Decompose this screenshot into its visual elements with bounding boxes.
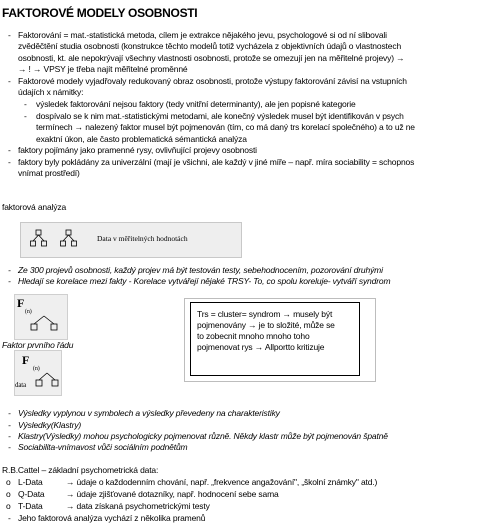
italic-line: Klastry(Výsledky) mohou psychologicky pojmenovat různě. Někdy klastr může být pojmenován špatně (18, 431, 388, 441)
circle-bullet: o (6, 501, 11, 511)
bullet-marker: - (8, 408, 11, 418)
data-diagram-box (20, 222, 242, 258)
trs-line: to zobecnit mnoho mnoho toho (197, 331, 310, 341)
cattel-desc: → údaje o každodenním chování, např. „frekvence angažování", „školní známky" atd.) (66, 477, 378, 487)
italic-line: Ze 300 projevů osobnosti, každý projev má být testován testy, sebehodnocením, pozorování druhými (18, 265, 383, 275)
cattel-term: Q-Data (18, 489, 45, 499)
bullet-marker: - (8, 76, 11, 86)
n-symbol: (n) (33, 366, 40, 372)
tree-icon (29, 229, 89, 251)
paragraph-line: exaktní úkon, ale často problematická sémantická analýza (36, 134, 247, 144)
bullet-marker: - (8, 145, 11, 155)
cattel-heading: R.B.Cattel – základní psychometrická data: (2, 465, 159, 475)
tree-icon (29, 315, 59, 335)
paragraph-line: údajích x námitky: (18, 87, 84, 97)
section-label: faktorová analýza (2, 202, 67, 212)
n-symbol: (n) (25, 309, 32, 315)
factor-diagram-box (14, 294, 68, 340)
paragraph-line: vnímat prostředí) (18, 168, 80, 178)
faktor-label: Faktor prvního řádu (2, 340, 74, 350)
tree-icon (35, 372, 59, 390)
bullet-marker: - (8, 157, 11, 167)
paragraph-line: → ! → VPSY je třeba najít měřitelné proměnné (18, 64, 188, 74)
data-label: data (15, 381, 27, 389)
box-label: Data v měřitelných hodnotách (97, 234, 188, 243)
f-symbol: F (17, 296, 25, 310)
paragraph-line: dospívalo se k nim mat.-statistickými metodami, ale konečný výsledek musel být identifikován v psych (36, 111, 404, 121)
bullet-marker: - (8, 442, 11, 452)
bullet-marker: - (8, 513, 11, 523)
page-title: FAKTOROVÉ MODELY OSOBNOSTI (2, 6, 198, 20)
paragraph-line: faktory pojímány jako pramenné rysy, ovlivňující projevy osobnosti (18, 145, 257, 155)
circle-bullet: o (6, 489, 11, 499)
data-factor-diagram-box (14, 350, 62, 396)
trs-line: Trs = cluster= syndrom → musely být (197, 309, 333, 319)
f-symbol: F (22, 353, 30, 367)
italic-line: Výsledky(Klastry) (18, 420, 82, 430)
cattel-desc: → údaje zjišťované dotazníky, např. hodnocení sebe sama (66, 489, 279, 499)
paragraph-line: termínech → nalezený faktor musel být pojmenován (tím, co má daný trs korelací společného) a to už ne (36, 122, 415, 132)
paragraph-line: osobnosti, kt. ale nepokrývají všechny vlastnosti osobnosti, protože se omezují jen na měřitelné projevy) → (18, 53, 405, 63)
trs-textbox (190, 302, 360, 376)
bullet-marker: - (24, 99, 27, 109)
bullet-marker: - (8, 420, 11, 430)
circle-bullet: o (6, 477, 11, 487)
paragraph-line: výsledek faktorování nejsou faktory (tedy vnitřní determinanty), ale jen popisné kategorie (36, 99, 356, 109)
paragraph-line: Faktorové modely vyjadřovaly redukovaný obraz osobnosti, protože výstupy faktorování závisí na vstupních (18, 76, 407, 86)
trs-line: pojmenovat rys → Allportto kritizuje (197, 342, 325, 352)
paragraph-line: Jeho faktorová analýza vychází z několika pramenů (18, 513, 206, 523)
bullet-marker: - (24, 111, 27, 121)
trs-line: pojmenovány → je to složité, může se (197, 320, 335, 330)
italic-line: Hledají se korelace mezi fakty - Korelace vytvářejí nějaké TRSY- To, co spolu koreluje- vytváří syndrom (18, 276, 391, 286)
bullet-marker: - (8, 276, 11, 286)
bullet-marker: - (8, 431, 11, 441)
cattel-term: T-Data (18, 501, 43, 511)
paragraph-line: zvěděčtění studia osobnosti (konstrukce těchto modelů totiž vycházela z objektivních údajů o vlastnostech (18, 41, 402, 51)
cattel-term: L-Data (18, 477, 43, 487)
paragraph-line: faktory byly pokládány za univerzální (mají je všichni, ale každý v jiné míře – např. míra sociability = schopnos (18, 157, 415, 167)
cattel-desc: → data získaná psychometrickými testy (66, 501, 210, 511)
bullet-marker: - (8, 30, 11, 40)
paragraph-line: Faktorování = mat.-statistická metoda, cílem je extrakce nějakého jevu, psychologové si od ní slibovali (18, 30, 387, 40)
italic-line: Výsledky vyplynou v symbolech a výsledky převedeny na charakteristiky (18, 408, 280, 418)
italic-line: Sociabilita-vnímavost vůči sociálním podnětům (18, 442, 188, 452)
bullet-marker: - (8, 265, 11, 275)
